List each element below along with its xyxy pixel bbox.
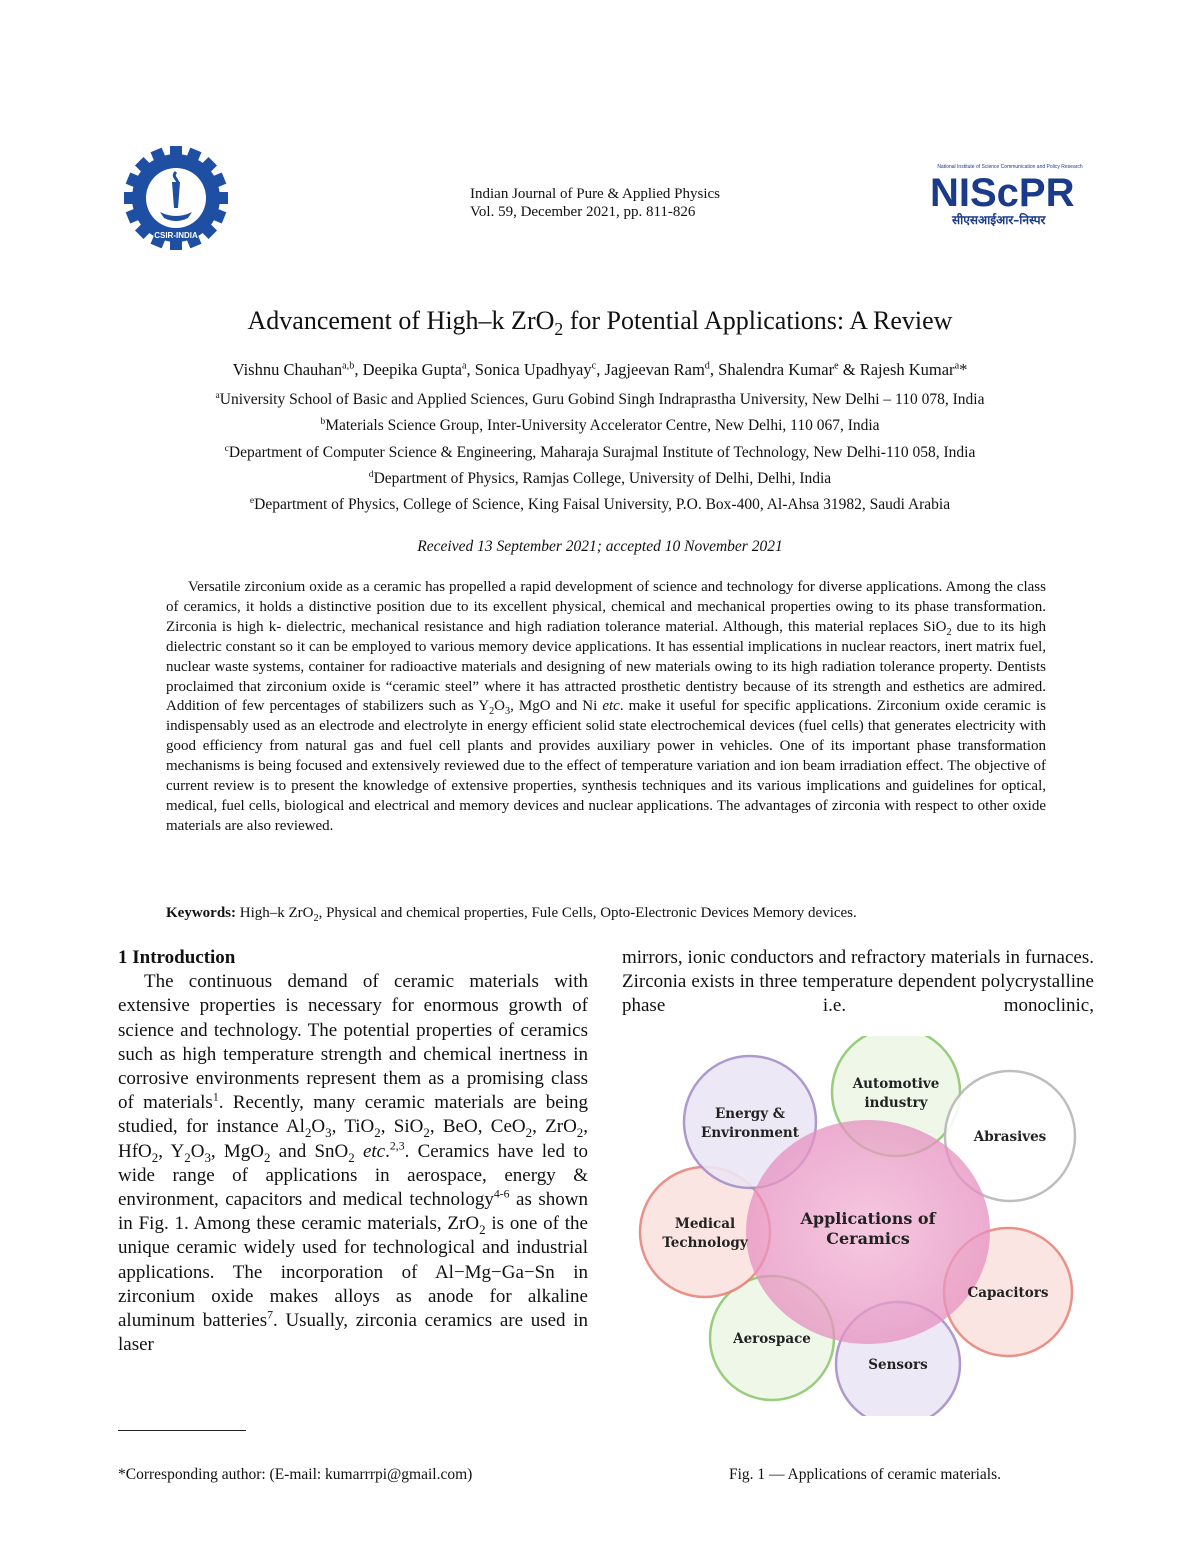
application-node-label: Capacitors [967, 1285, 1049, 1301]
introduction-right-column: mirrors, ionic conductors and refractory materials in furnaces. Zirconia exists in three temperature dependent polycrystalline phase i.e. monoclinic, [622, 947, 1094, 1017]
title-sub: 2 [554, 319, 564, 340]
gear-tooth [170, 146, 182, 160]
author: Deepika Gupta$^a$, [362, 360, 475, 379]
affiliation-d: $^d$Department of Physics, Ramjas College, University of Delhi, Delhi, India [368, 468, 832, 487]
application-node-label: Environment [701, 1125, 799, 1141]
gear-tooth [124, 192, 138, 204]
application-node-label: industry [864, 1095, 928, 1111]
application-node-label: Technology [662, 1235, 748, 1251]
figure-applications-of-ceramics [636, 1036, 1096, 1416]
author: Shalendra Kumar$^e$ & [718, 360, 860, 379]
section-heading: 1 Introduction [118, 947, 236, 968]
introduction-paragraph: The continuous demand of ceramic materials with extensive properties is necessary for enormous growth of science and technology. The potential properties of ceramics such as high temperature strength and chemical inertness in corrosive environments represent them as a promising class of materials$^1$. Recently, many ceramic materials are being studied, for instance $Al_2O_3$, TiO$_2$, SiO$_2$, BeO, CeO$_2$, ZrO$_2$, HfO$_2$, $Y_2O_3$, MgO$_2$ and SnO$_2$ etc.$^{2,3}$. Ceramics have led to wide range of applications in aerospace, energy & environment, capacitors and medical technology$^{4-6}$ as shown in Fig. 1. Among these ceramic materials, ZrO$_2$ is one of the unique ceramic widely used for technological and industrial applications. The incorporation of Al−Mg−Ga−Sn in zirconium oxide makes alloys as anode for alkaline aluminum batteries$^7$. Usually, zirconia ceramics are used in laser [118, 971, 589, 1356]
center-label-2: Ceramics [826, 1229, 910, 1248]
journal-header [400, 185, 820, 221]
center-label-1: Applications of [800, 1209, 936, 1228]
affiliation-b: $^b$Materials Science Group, Inter-University Accelerator Centre, New Delhi, 110 067, India [320, 415, 880, 434]
application-node-label: Automotive [852, 1076, 940, 1092]
niscpr-hindi: सीएसआईआर–निस्पर [952, 213, 1046, 227]
keywords: Keywords: High–k ZrO$_2$, Physical and chemical properties, Fule Cells, Opto-Electronic Devices Memory devices. [166, 905, 857, 924]
affiliation-a: $^a$University School of Basic and Applied Sciences, Guru Gobind Singh Indraprastha University, New Delhi – 110 078, India [215, 389, 985, 408]
title-suffix: for Potential Applications: A Review [563, 306, 953, 335]
csir-india-logo [120, 142, 232, 254]
footnote-rule [118, 1430, 246, 1431]
niscpr-wordmark: NIScPR [930, 171, 1075, 215]
affiliation-c: $^c$Department of Computer Science & Engineering, Maharaja Surajmal Institute of Technology, New Delhi-110 058, India [224, 442, 976, 461]
title-prefix: Advancement of High–k ZrO [247, 306, 555, 335]
journal-name: Indian Journal of Pure & Applied Physics [470, 186, 720, 202]
journal-volume: Vol. 59, December 2021, pp. 811-826 [470, 204, 696, 220]
author: Jagjeevan Ram$^d$, [604, 360, 719, 379]
csir-logo-text: CSIR-INDIA [154, 231, 198, 240]
application-node-label: Sensors [868, 1357, 928, 1373]
affiliation-e: $^e$Department of Physics, College of Science, King Faisal University, P.O. Box-400, Al-Ahsa 31982, Saudi Arabia [249, 494, 951, 513]
corresponding-author-footnote: *Corresponding author: (E-mail: kumarrrpi@gmail.com) [118, 1466, 473, 1483]
niscpr-logo [928, 160, 1093, 230]
author: Sonica Upadhyay$^c$, [474, 360, 605, 379]
abstract: Versatile zirconium oxide as a ceramic has propelled a rapid development of science and technology for diverse applications. Among the class of ceramics, it holds a distinctive position due to its excellent physical, chemical and mechanical properties owing to its phase transformation. Zirconia is high k- dielectric, mechanical resistance and high radiation tolerance material. Although, this material replaces SiO$_2$ due to its high dielectric constant so it can be employed to various memory device applications. It has essential implications in nuclear reactors, inert matrix fuel, nuclear waste systems, container for radioactive materials and designing of new materials owing to its high radiation tolerance property. Dentists proclaimed that zirconium oxide is “ceramic steel” where it has attracted prosthetic dentistry because of its strength and esthetics are admired. Addition of few percentages of stabilizers such as $Y_2O_3$, MgO and Ni etc. make it useful for specific applications. Zirconium oxide ceramic is indispensably used as an electrode and electrolyte in energy efficient solid state electrochemical devices (fuel cells) that generates electricity with good efficiency from natural gas and fuel cell plants and provides auxiliary power in vehicles. One of its important phase transformation mechanisms is being focused and extensively reviewed due to the effect of temperature variation and ion beam irradiation effect. The objective of current review is to present the knowledge of extensive properties, synthesis techniques and its various implications and guidelines for optical, medical, fuel cells, biological and electrical and memory devices and nuclear applications. The advantages of zirconia with respect to other oxide materials are also reviewed. [166, 579, 1047, 834]
niscpr-tagline: National Institute of Science Communication and Policy Research [937, 164, 1083, 170]
paper-title [0, 306, 1200, 340]
received-dates: Received 13 September 2021; accepted 10 November 2021 [417, 538, 783, 555]
application-node-label: Medical [674, 1216, 736, 1232]
author: Vishnu Chauhan$^{a,b}$, [232, 360, 363, 379]
introduction-left-column [118, 946, 588, 1357]
author-list [60, 360, 1140, 380]
application-node-label: Aerospace [733, 1331, 811, 1347]
keywords-label: Keywords: [166, 905, 236, 921]
application-node-label: Energy & [715, 1106, 785, 1122]
application-node-label: Abrasives [973, 1129, 1047, 1145]
gear-tooth [214, 192, 228, 204]
figure-caption: Fig. 1 — Applications of ceramic materials. [728, 1466, 1002, 1483]
author: Rajesh Kumar$^a$* [859, 360, 968, 379]
